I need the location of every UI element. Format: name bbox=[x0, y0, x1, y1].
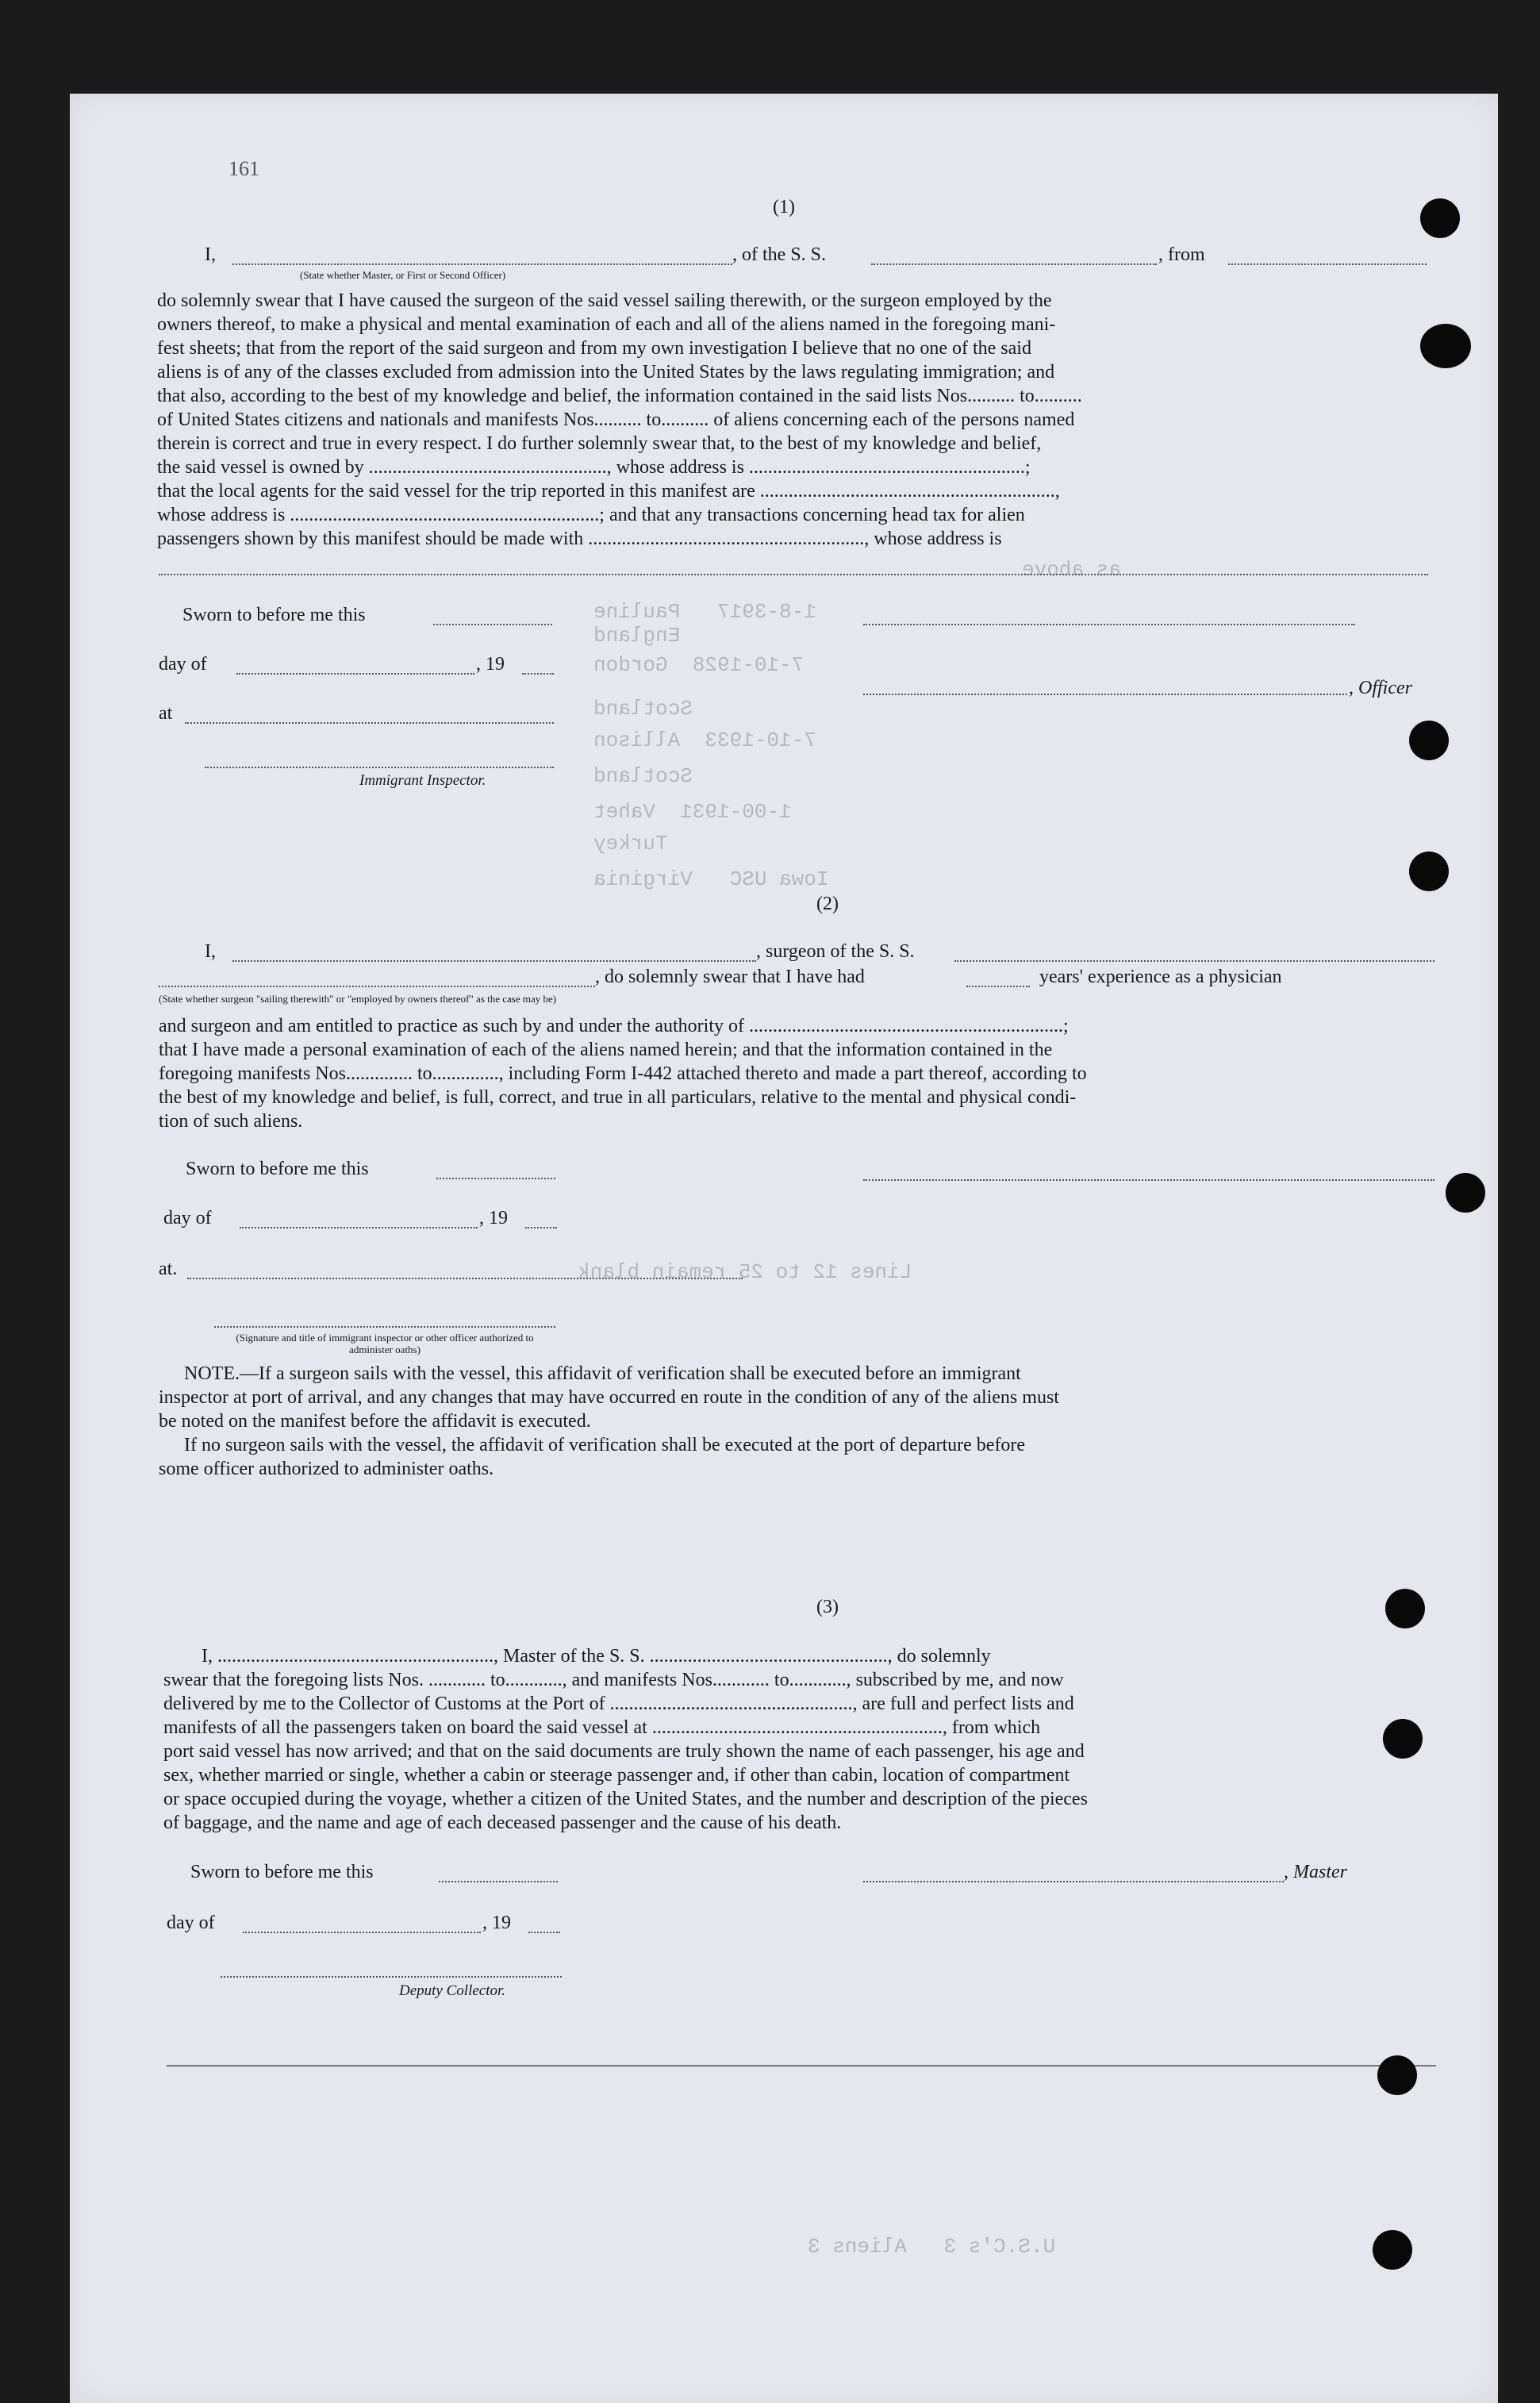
section1-line: passengers shown by this manifest should be made with .........................................................., whose address is bbox=[157, 529, 1002, 549]
bleed-through-text: as above bbox=[1022, 558, 1121, 582]
sworn-day-blank bbox=[433, 624, 552, 625]
section2-line: tion of such aliens. bbox=[159, 1111, 303, 1132]
section1-line: fest sheets; that from the report of the said surgeon and from my own investigation I believe that no one of the said bbox=[157, 338, 1031, 359]
punch-hole bbox=[1373, 2230, 1412, 2270]
day-of-blank bbox=[243, 1932, 481, 1933]
bleed-through-text: 7-10-1928 Gordon bbox=[593, 653, 805, 677]
year-blank bbox=[528, 1932, 560, 1933]
sworn-day-blank bbox=[439, 1881, 558, 1882]
section3-number: (3) bbox=[816, 1597, 839, 1617]
surgeon-signature-blank bbox=[863, 1179, 1434, 1181]
year-blank bbox=[522, 673, 554, 675]
section1-line: therein is correct and true in every respect. I do further solemnly swear that, to the best of my knowledge and belief, bbox=[157, 433, 1042, 454]
section2-line: the best of my knowledge and belief, is full, correct, and true in all particulars, relative to the mental and physical condi- bbox=[159, 1087, 1077, 1108]
day-of-label: day of bbox=[167, 1913, 215, 1933]
section2-number: (2) bbox=[816, 894, 839, 914]
vessel-name-blank bbox=[871, 263, 1157, 265]
bleed-through-text: Scotland bbox=[593, 697, 718, 721]
sworn-label: Sworn to before me this bbox=[190, 1862, 374, 1882]
section1-line: owners thereof, to make a physical and mental examination of each and all of the aliens named in the foregoing mani- bbox=[157, 314, 1056, 335]
at-label: at bbox=[159, 703, 173, 724]
punch-hole bbox=[1420, 324, 1471, 368]
section2-i: I, bbox=[205, 941, 216, 962]
master-signature-blank bbox=[863, 1881, 1284, 1882]
years-blank bbox=[966, 986, 1030, 987]
punch-hole bbox=[1409, 721, 1449, 760]
swear-label: , do solemnly swear that I have had bbox=[595, 967, 865, 987]
section1-line: of United States citizens and nationals and manifests Nos.......... to.......... of aliens concerning each of the persons named bbox=[157, 409, 1075, 430]
section3-line: delivered by me to the Collector of Customs at the Port of ..................................................., are full and perfect lists and bbox=[163, 1694, 1074, 1714]
at-blank bbox=[187, 1278, 743, 1279]
year-label: , 19 bbox=[482, 1913, 511, 1933]
year-label: , 19 bbox=[479, 1208, 508, 1228]
bleed-through-text: 1-00-1931 Vahet bbox=[593, 800, 792, 824]
section3-line: sex, whether married or single, whether a cabin or steerage passenger and, if other than cabin, location of compartment bbox=[163, 1765, 1070, 1786]
state-caption: (State whether Master, or First or Second Officer) bbox=[300, 269, 506, 281]
bleed-through-text: 7-10-1933 Allison bbox=[593, 729, 816, 752]
section3-line: of baggage, and the name and age of each deceased passenger and the cause of his death. bbox=[163, 1813, 842, 1833]
section3-line: manifests of all the passengers taken on board the said vessel at ............................................................., from which bbox=[163, 1717, 1041, 1738]
years-label: years' experience as a physician bbox=[1039, 967, 1282, 987]
sworn-day-blank bbox=[436, 1178, 555, 1179]
surgeon-state-caption: (State whether surgeon "sailing therewith" or "employed by owners thereof" as the case may be) bbox=[159, 993, 557, 1005]
inspector-signature-blank bbox=[205, 767, 554, 768]
bleed-through-text: 1-8-3917 Pauline bbox=[593, 600, 816, 624]
section3-line: or space occupied during the voyage, whether a citizen of the United States, and the number and description of the pieces bbox=[163, 1789, 1088, 1809]
surgeon-status-blank bbox=[159, 986, 595, 987]
bleed-through-text: Lines 12 to 25 remain blank bbox=[578, 1260, 912, 1284]
section3-line: port said vessel has now arrived; and that on the said documents are truly shown the name of each passenger, his age and bbox=[163, 1741, 1085, 1762]
note-line: be noted on the manifest before the affidavit is executed. bbox=[159, 1411, 591, 1432]
section1-line: do solemnly swear that I have caused the surgeon of the said vessel sailing therewith, or the surgeon employed by the bbox=[157, 290, 1052, 311]
punch-hole bbox=[1409, 852, 1449, 891]
surgeon-vessel-blank bbox=[954, 960, 1434, 962]
section2-line: that I have made a personal examination of each of the aliens named herein; and that the information contained in the bbox=[159, 1040, 1053, 1060]
section3-line: I, .........................................................., Master of the S. S. .................................................., do solemnly bbox=[202, 1646, 991, 1667]
document-page bbox=[70, 94, 1498, 2403]
signature-caption: (Signature and title of immigrant inspector or other officer authorized to administer oaths) bbox=[236, 1332, 534, 1355]
section2-line: foregoing manifests Nos.............. to.............., including Form I-442 attached thereto and made a part thereof, according to bbox=[159, 1063, 1087, 1084]
section1-i: I, bbox=[205, 244, 216, 265]
section2-line: and surgeon and am entitled to practice as such by and under the authority of ..................................................................; bbox=[159, 1016, 1069, 1036]
year-label: , 19 bbox=[476, 654, 505, 675]
officer-signature-blank-1 bbox=[863, 624, 1355, 625]
at-blank bbox=[185, 722, 554, 724]
bottom-rule bbox=[167, 2065, 1436, 2067]
section3-line: swear that the foregoing lists Nos. ............ to............, and manifests Nos............ to............, subscribed by me, and now bbox=[163, 1670, 1064, 1690]
master-label: , Master bbox=[1284, 1862, 1347, 1882]
deputy-signature-blank bbox=[221, 1976, 562, 1978]
bleed-through-text: U.S.C's 3 Aliens 3 bbox=[808, 2235, 1056, 2259]
bleed-through-text: England bbox=[593, 624, 705, 648]
punch-hole bbox=[1377, 2055, 1417, 2095]
section1-line: that the local agents for the said vessel for the trip reported in this manifest are .............................................................., bbox=[157, 481, 1060, 502]
section1-from: , from bbox=[1158, 244, 1205, 265]
officer-signature-blank bbox=[863, 694, 1347, 695]
bleed-through-text: Iowa USC Virginia bbox=[593, 867, 829, 891]
note-line: If no surgeon sails with the vessel, the affidavit of verification shall be executed at the port of departure before bbox=[184, 1435, 1026, 1455]
section1-line: that also, according to the best of my knowledge and belief, the information contained in the said lists Nos.......... to.......... bbox=[157, 386, 1082, 406]
signature-blank bbox=[214, 1326, 555, 1328]
note-line: NOTE.—If a surgeon sails with the vessel, this affidavit of verification shall be executed before an immigrant bbox=[184, 1363, 1021, 1384]
section3-body bbox=[163, 1644, 1437, 1835]
note-line: inspector at port of arrival, and any changes that may have occurred en route in the condition of any of the aliens must bbox=[159, 1387, 1059, 1408]
day-of-blank bbox=[236, 673, 474, 675]
bleed-through-text: Turkey bbox=[593, 832, 693, 855]
punch-hole bbox=[1383, 1719, 1423, 1759]
section1-line: the said vessel is owned by .................................................., whose address is ..........................................................; bbox=[157, 457, 1031, 478]
section1-line: aliens is of any of the classes excluded from admission into the United States by the laws regulating immigration; and bbox=[157, 362, 1055, 383]
section1-line: whose address is .................................................................; and that any transactions concerning head tax for alien bbox=[157, 505, 1025, 525]
master-name-blank bbox=[232, 263, 732, 265]
punch-hole bbox=[1420, 198, 1460, 238]
note-line: some officer authorized to administer oaths. bbox=[159, 1459, 494, 1479]
year-blank bbox=[525, 1227, 557, 1228]
section1-of-ss: , of the S. S. bbox=[732, 244, 827, 265]
bleed-through-text: Scotland bbox=[593, 764, 718, 788]
punch-hole bbox=[1446, 1173, 1485, 1213]
punch-hole bbox=[1385, 1589, 1425, 1628]
surgeon-of-label: , surgeon of the S. S. bbox=[756, 941, 915, 962]
sworn-label: Sworn to before me this bbox=[182, 605, 366, 625]
note-block bbox=[159, 1362, 1432, 1481]
section1-number: (1) bbox=[773, 197, 795, 217]
port-from-blank bbox=[1228, 263, 1427, 265]
surgeon-name-blank bbox=[232, 960, 756, 962]
margin-number: 161 bbox=[229, 157, 259, 180]
day-of-label: day of bbox=[163, 1208, 212, 1228]
sworn-label: Sworn to before me this bbox=[186, 1159, 369, 1179]
section1-body bbox=[157, 289, 1431, 551]
day-of-blank bbox=[240, 1227, 478, 1228]
day-of-label: day of bbox=[159, 654, 207, 675]
inspector-caption: Immigrant Inspector. bbox=[359, 772, 486, 789]
deputy-caption: Deputy Collector. bbox=[399, 1982, 506, 1999]
address-blank bbox=[159, 574, 1428, 575]
at-label: at. bbox=[159, 1259, 178, 1279]
officer-label: , Officer bbox=[1349, 678, 1412, 698]
section2-body bbox=[159, 1014, 1432, 1133]
